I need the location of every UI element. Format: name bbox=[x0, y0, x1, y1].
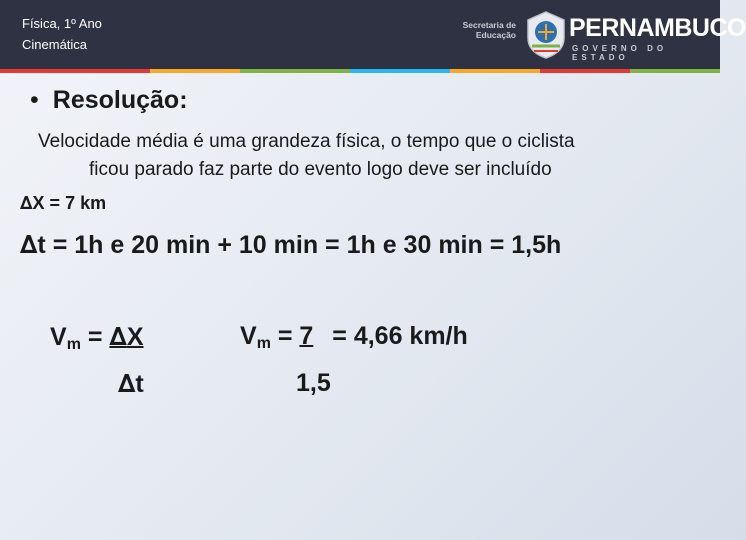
equals-sign: = bbox=[270, 322, 300, 350]
paragraph-line-1: Velocidade média é uma grandeza física, o tempo que o ciclista bbox=[38, 131, 575, 152]
stripe-segment bbox=[450, 69, 540, 73]
secretaria-line-1: Secretaria de bbox=[462, 20, 516, 30]
resolution-heading bbox=[30, 86, 188, 115]
delta-t-line bbox=[20, 230, 561, 260]
delta-symbol: ∆ bbox=[20, 193, 33, 214]
brand-name: PERNAMBUCO bbox=[569, 14, 746, 42]
equals-sign: = bbox=[80, 323, 110, 351]
secretaria-line-2: Educação bbox=[475, 30, 516, 40]
formula-right-numerator bbox=[240, 322, 468, 353]
velocity-subscript: m bbox=[256, 335, 271, 352]
brand-subtitle: GOVERNO DO ESTADO bbox=[572, 44, 668, 62]
stripe-segment bbox=[350, 69, 450, 73]
explanation-paragraph bbox=[38, 128, 678, 184]
formula-left-denominator bbox=[118, 369, 144, 399]
course-title: Física, 1º Ano bbox=[22, 16, 102, 31]
delta-symbol: ∆ bbox=[109, 322, 127, 351]
bullet-icon: • bbox=[30, 86, 39, 114]
denominator-text: t bbox=[135, 370, 144, 398]
paragraph-line-2: ficou parado faz parte do evento logo deve ser incluído bbox=[89, 159, 552, 180]
result-text: = 4,66 km/h bbox=[325, 322, 468, 350]
color-stripe bbox=[0, 69, 720, 73]
velocity-subscript: m bbox=[66, 336, 81, 353]
secretaria-logo-text bbox=[454, 20, 516, 40]
heading-text: Resolução: bbox=[52, 86, 188, 114]
header-bar bbox=[0, 0, 746, 69]
delta-symbol: ∆ bbox=[20, 230, 38, 259]
delta-t-text: t = 1h e 20 min + 10 min = 1h e 30 min = 1,5h bbox=[37, 231, 562, 259]
velocity-symbol: V bbox=[50, 323, 67, 351]
formula-left-numerator bbox=[50, 322, 144, 354]
course-subtitle: Cinemática bbox=[22, 37, 88, 52]
delta-x-line bbox=[20, 193, 106, 214]
stripe-segment bbox=[150, 69, 240, 73]
stripe-segment bbox=[240, 69, 350, 73]
formula-right-denominator: 1,5 bbox=[296, 369, 331, 397]
fraction-numerator: 7 bbox=[299, 322, 314, 350]
numerator-text: X bbox=[126, 323, 144, 351]
stripe-segment bbox=[630, 69, 720, 73]
velocity-symbol: V bbox=[240, 322, 257, 350]
stripe-segment bbox=[0, 69, 150, 73]
delta-symbol: ∆ bbox=[118, 369, 136, 398]
delta-x-text: X = 7 km bbox=[32, 193, 107, 213]
fraction-numerator bbox=[109, 323, 143, 351]
stripe-segment bbox=[540, 69, 630, 73]
state-seal-icon bbox=[524, 10, 568, 60]
